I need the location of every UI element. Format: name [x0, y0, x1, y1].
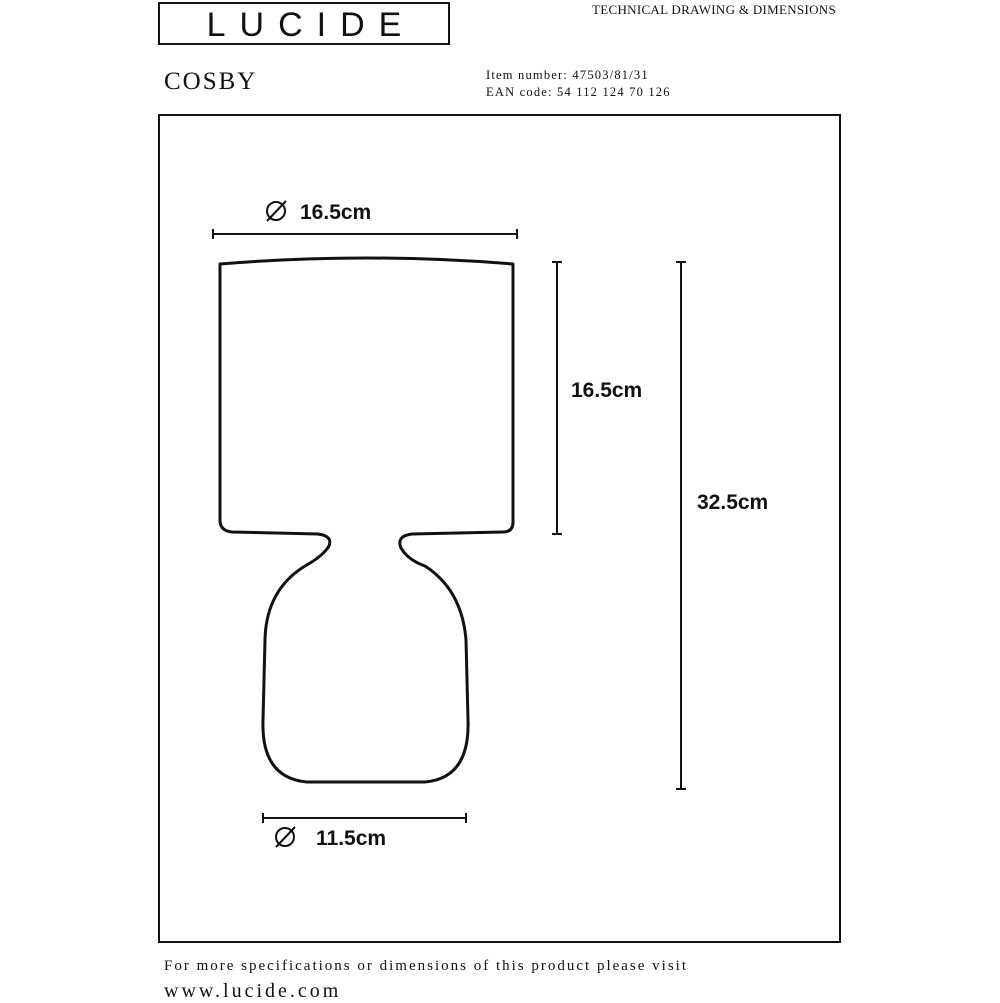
- footer-note: For more specifications or dimensions of this product please visit: [164, 958, 689, 974]
- document-type: TECHNICAL DRAWING & DIMENSIONS: [592, 2, 836, 17]
- shade-height-dimension-line: [552, 262, 562, 534]
- shade-diameter-label: 16.5cm: [300, 201, 372, 224]
- brand-logo-text: LUCIDE: [206, 6, 416, 44]
- website-link[interactable]: www.lucide.com: [164, 980, 342, 1002]
- item-number: Item number: 47503/81/31: [486, 68, 649, 82]
- diameter-icon: [276, 827, 295, 847]
- base-diameter-dimension-line: [263, 813, 466, 823]
- diameter-icon: [267, 201, 286, 221]
- product-name: COSBY: [164, 68, 258, 95]
- shade-height-label: 16.5cm: [571, 379, 643, 402]
- lamp-outline: [220, 258, 513, 782]
- ean-code: EAN code: 54 112 124 70 126: [486, 85, 671, 99]
- total-height-label: 32.5cm: [697, 491, 769, 514]
- shade-diameter-dimension-line: [213, 229, 517, 239]
- base-diameter-label: 11.5cm: [316, 827, 387, 850]
- total-height-dimension-line: [676, 262, 686, 789]
